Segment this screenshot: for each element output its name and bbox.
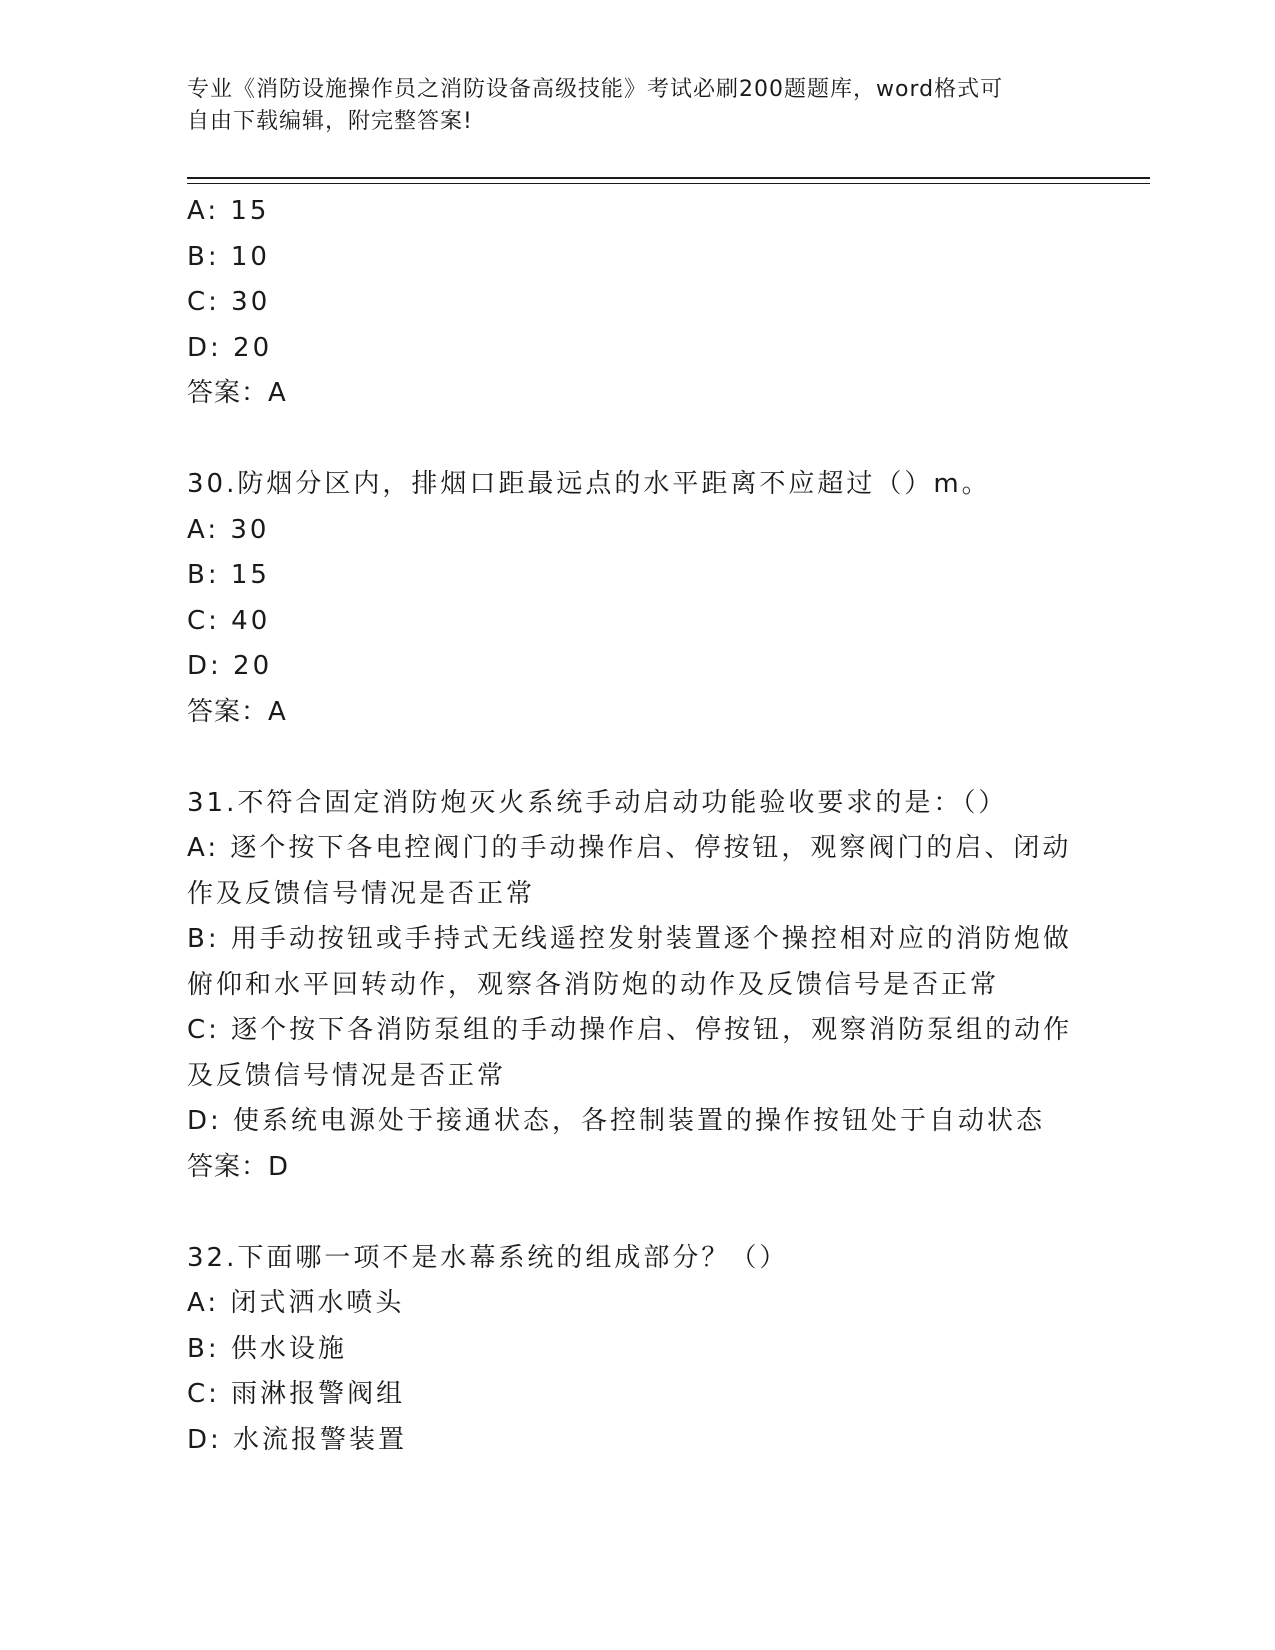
option-d: D: 20 [187, 332, 273, 363]
option-c: C: 逐个按下各消防泵组的手动操作启、停按钮，观察消防泵组的动作及反馈信号情况是否正常 [187, 1015, 1073, 1091]
option-a: A: 30 [187, 514, 270, 545]
option-b: B: 15 [187, 560, 270, 590]
option-c: C: 30 [187, 287, 271, 317]
answer-label: 答案：D [187, 1151, 290, 1182]
option-d: D: 20 [187, 651, 273, 681]
answer-label: 答案：A [187, 696, 287, 727]
option-d: D: 水流报警装置 [187, 1424, 408, 1455]
option-b: B: 10 [187, 241, 270, 272]
question-block-32 [187, 1236, 1087, 1464]
header-divider-thick [187, 177, 1150, 179]
question-list [187, 189, 1087, 1463]
option-b: B: 供水设施 [187, 1333, 347, 1364]
header-line-2: 自由下载编辑，附完整答案! [187, 109, 473, 134]
header-divider-thin [187, 183, 1150, 184]
header-line-1: 专业《消防设施操作员之消防设备高级技能》考试必刷200题题库，word格式可 [187, 77, 1004, 102]
option-c: C: 40 [187, 605, 271, 636]
spacer [187, 417, 1087, 463]
question-block-31 [187, 781, 1087, 1191]
spacer [187, 1190, 1087, 1236]
option-c: C: 雨淋报警阀组 [187, 1379, 406, 1409]
question-stem: 31.不符合固定消防炮灭火系统手动启动功能验收要求的是：（） [187, 787, 1008, 818]
option-b: B: 用手动按钮或手持式无线遥控发射装置逐个操控相对应的消防炮做俯仰和水平回转动作，观察各消防炮的动作及反馈信号是否正常 [187, 924, 1072, 1000]
question-stem: 30.防烟分区内，排烟口距最远点的水平距离不应超过（）m。 [187, 469, 991, 499]
question-stem: 32.下面哪一项不是水幕系统的组成部分？（） [187, 1242, 789, 1273]
document-header [187, 74, 1067, 138]
option-a: A: 逐个按下各电控阀门的手动操作启、停按钮，观察阀门的启、闭动作及反馈信号情况是否正常 [187, 833, 1072, 909]
spacer [187, 735, 1087, 781]
option-a: A: 闭式洒水喷头 [187, 1288, 405, 1318]
answer-label: 答案：A [187, 378, 287, 408]
question-block-prev [187, 189, 1087, 417]
question-block-30 [187, 462, 1087, 735]
option-d: D: 使系统电源处于接通状态，各控制装置的操作按钮处于自动状态 [187, 1106, 1046, 1136]
option-a: A: 15 [187, 196, 270, 226]
